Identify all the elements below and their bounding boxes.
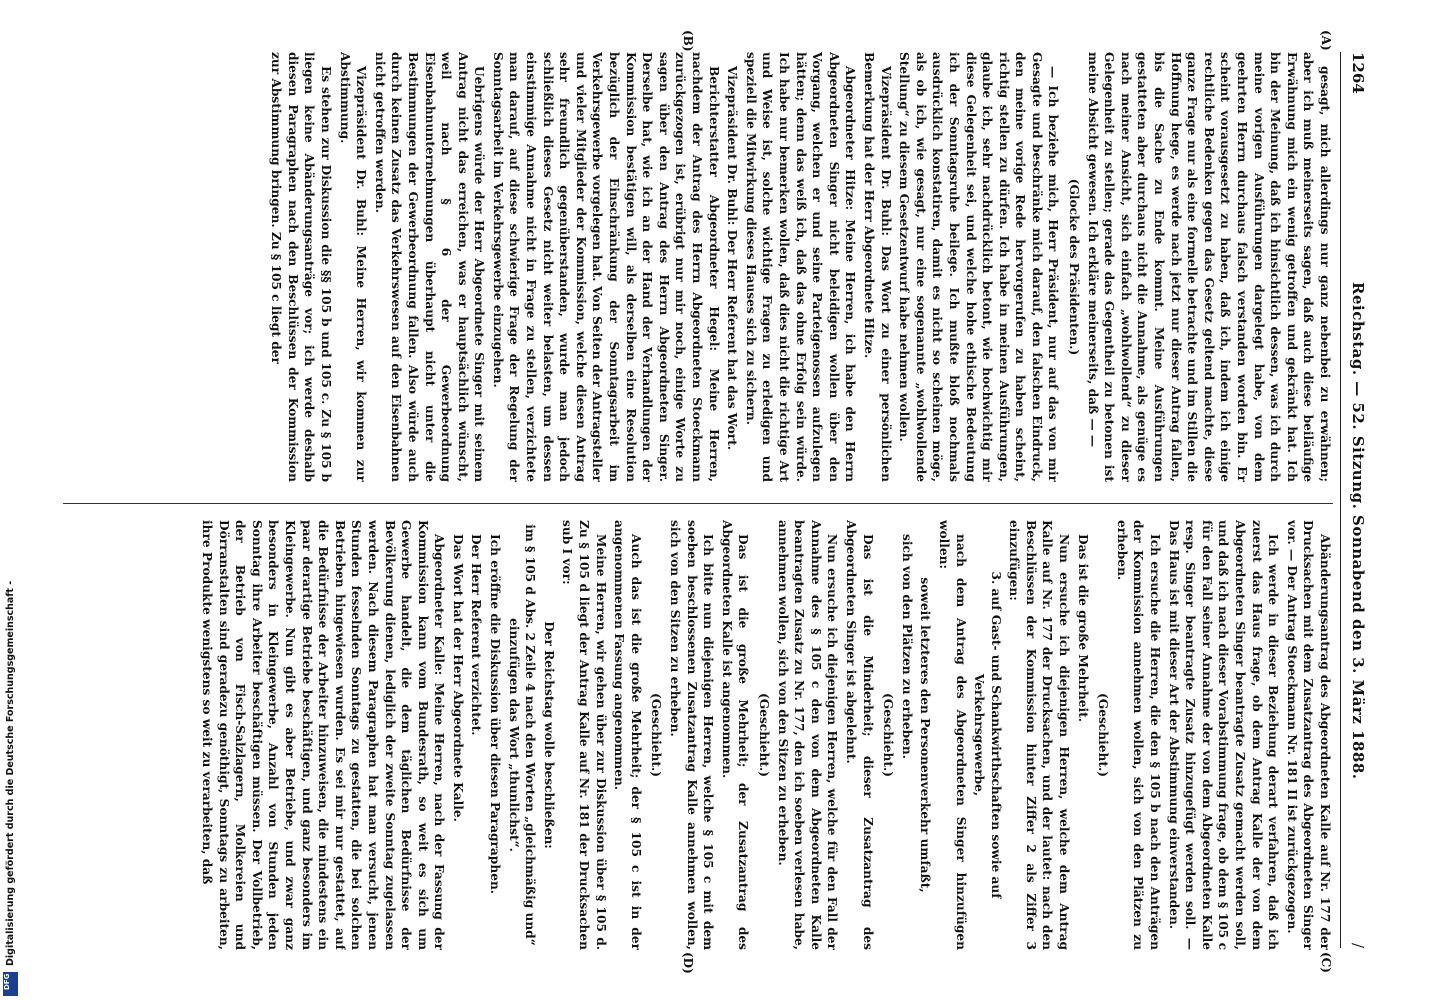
running-title: Reichstag. — 52. Sitzung. Sonnabend den 3. März 1888. [1349,282,1367,780]
paragraph: Vizepräsident Dr. Buhl: Das Wort zu einer persönlichen Bemerkung hat der Herr Abgeordnete Hitze. [861,52,893,482]
margin-marker-a: (A) [1319,30,1333,51]
paragraph: Ich eröffne die Diskussion über diesen Paragraphen. [488,534,503,895]
column-divider [63,503,1333,504]
left-column [53,52,1333,482]
margin-marker-d: (D) [681,952,695,974]
paragraph: sich von den Plätzen zu erheben. [899,534,914,760]
dfg-logo-label: DFG [3,973,11,990]
paragraph: Abgeordneter Hitze: Meine Herren, ich habe den Herrn Abgeordneten Singer nicht beleidigen wollen über den Vorgang, welchen er und seine Parteigenossen aufzulegen hätten; denn das weiß ich, daß das ohne Erfolg sein würde. Ich habe nur bemerken wollen, daß dies nicht die richtige Art und Weise ist, solche wichtige Fragen zu erledigen und speziell die Mitwirkung dieses Hauses sich zu sichern. [743,52,858,482]
paragraph: Das ist die große Mehrheit; der Zusatzantrag des Abgeordneten Kalle ist angenommen. [719,520,751,950]
page-number: 1264 [1349,52,1367,94]
paragraph: Der Herr Referent verzichtet. [469,534,484,736]
paragraph: Ich bitte nun diejenigen Herren, welche § 105 c mit dem soeben beschlossenen Zusatzantrag Kalle annehmen wollen, sich von den Sitzen zu erheben. [668,520,716,950]
quoted-text: 3. auf Gast- und Schankwirthschaften sowie auf Verkehrsgewerbe, [972,571,1003,899]
quoted-text: soweit letzteres den Personenverkehr umfaßt, [918,577,933,893]
paragraph: Vizepräsident Dr. Buhl: Der Herr Referent hat das Wort. [725,66,740,451]
right-column [53,520,1333,950]
paragraph: Ich ersuche die Herren, die den § 105 b nach den Anträgen der Kommission annehmen wollen, sich von den Plätzen zu erheben. [1114,520,1163,950]
paragraph: — Ich beziehe mich, Herr Präsident, nur auf das von mir Gesagte und beschränke mich darauf, den falschen Eindruck, den meine vorige Rede hervorgerufen zu haben scheint, richtig stellen zu dürfen. Ich habe in meinen Ausführungen, glaube ich, sehr nachdrücklich betont, wie hochwichtig mir diese Gelegenheit sei, und welche hohe ethische Bedeutung ich der Sonntagsruhe beilege. Ich mußte bloß nochmals ausdrücklich konstatiren, damit es nicht so scheinen möge, als ob ich, wie gesagt, nur eine sogenannte „wohlwollende Stellung“ zu diesem Gesetzentwurf habe nehmen wollen. [897,52,1061,482]
paragraph: Uebrigens würde der Herr Abgeordnete Singer mit seinem Antrag nicht das erreichen, was er hauptsächlich wünscht, weil nach § 6 der Gewerbeordnung Eisenbahnunternehmungen überhaupt nicht unter die Bestimmungen der Gewerbeordnung fallen. Also würde auch durch keinen Zusatz das Verkehrswesen auf den Eisenbahnen nicht getroffen werden. [372,52,487,482]
paragraph: Auch das ist die große Mehrheit; der § 105 c ist in der angenommenen Fassung angenommen. [612,520,643,950]
paragraph: Nun ersuche ich diejenigen Herren, welche für den Fall der Annahme des § 105 c den von dem Abgeordneten Kalle beantragten Zusatz zu Nr. 177, den ich soeben verlesen habe, annehmen wollen, sich von den Sitzen zu erheben. [775,520,840,950]
digitization-credit [4,580,18,998]
paragraph: Das Wort hat der Herr Abgeordnete Kalle. [450,534,465,822]
paragraph: Abänderungsantrag des Abgeordneten Kalle auf Nr. 177 der Drucksachen mit dem Zusatzantrag des Abgeordneten Singer vor. — Der Antrag Stoeckmann Nr. 181 II ist zurückgezogen. [1284,520,1332,950]
paragraph: Ich werde in dieser Beziehung derart verfahren, daß ich zuerst das Haus frage, ob dem Antrag Kalle der von dem Abgeordneten Singer beantragte Zusatz gemacht werden soll, und daß ich nach dieser Vorabstimmung frage, ob dem § 105 c für den Fall seiner Annahme der von dem Abgeordneten Kalle resp. Singer beantragte Zusatz hinzugefügt werden soll. — Das Haus ist mit dieser Art der Abstimmung einverstanden. [1166,520,1281,950]
paragraph: Vizepräsident Dr. Buhl: Meine Herren, wir kommen zur Abstimmung. [337,52,369,482]
credit-text: Digitalisierung gefördert durch die Deutsche Forschungsgemeinschaft - [5,580,16,966]
stage-direction: (Geschieht.) [881,693,896,777]
stage-direction: (Geschieht.) [1096,693,1111,777]
paragraph: Das ist die Minderheit; dieser Zusatzantrag des Abgeordneten Singer ist abgelehnt. [843,520,875,950]
margin-marker-b: (B) [681,30,695,52]
quoted-text: im § 105 d Abs. 2 Zeile 4 nach den Worten „gleichmäßig und“ einzufügen das Wort „thunlichst“. [506,524,538,946]
header-slash: / [1349,942,1367,948]
paragraph: nach dem Antrag des Abgeordneten Singer hinzufügen wollen: [936,520,968,950]
paragraph: Es stehen zur Diskussion die §§ 105 b und 105 c. Zu § 105 b liegen keine Abänderungsanträge vor; ich werde deshalb diesen Paragraphen nach den Beschlüssen der Kommission zur Abstimmung bringen. Zu § 105 c liegt der [269,52,333,482]
quoted-text: Der Reichstag wolle beschließen: [541,621,556,849]
paragraph: Das ist die große Mehrheit. [1075,534,1090,723]
stage-direction: (Geschieht.) [649,693,664,777]
paragraph: Nun ersuche ich diejenigen Herren, welche dem Antrag Kalle auf Nr. 177 der Drucksachen, und der lautet: nach den Beschlüssen der Kommission hinter Ziffer 2 als Ziffer 3 einzufügen: [1007,520,1072,950]
paragraph: Abgeordneter Kalle: Meine Herren, nach der Fassung der Kommission kann vom Bundesrath, so weit es sich um Gewerbe handelt, die dem täglichen Bedürfnisse der Bevölkerung dienen, lediglich der zweite Sonntag zugelassen werden. Nach diesem Paragraphen hat man versucht, jenen Stunden fesselnden Sonntags zu gestatten, die bei solchen Betrieben hingewiesen wurden. Es sei mir nur gestattet, auf die Bedürfnisse der Arbeiter hinzuweisen, die mindestens ein paar derartige Betriebe beschäftigen, und ganz besonders im Kleingewerbe. Nun gibt es aber Betriebe, und zwar ganz besonders in Kleingewerbe, Anzahl von Stunden jeden Sonntag ihre Arbeiter beschäftigen müssen. Der Vollbetrieb, der Betrieb von Fisch-Salzlagern, Molkereien und Dörranstalten sind geradezu genöthigt, Sonntags zu arbeiten, ihre Produkte wenigstens so weit zu verarbeiten, daß [200,520,447,950]
header-rule [1340,52,1341,948]
stage-direction: (Glocke des Präsidenten.) [1067,178,1082,356]
stage-direction: (Geschieht.) [757,693,771,777]
page-header [1343,52,1367,948]
paragraph: Berichterstatter Abgeordneter Hegel: Meine Herren, nachdem der Antrag des Herrn Abgeordneten Stoeckmann zurückgezogen ist, erübrigt nur mir noch, einige Worte zu sagen über den Antrag des Herrn Abgeordneten Singer. Derselbe hat, wie ich an der Hand der Verhandlungen der Kommission bestätigen will, als derselben eine Resolution bezüglich der Einschränkung der Sonntagsarbeit im Verkehrsgewerbe vorgelegen hat. Von Seiten der Antragsteller und vieler Mitglieder der Kommission, welche diesen Antrag sehr freundlich gegenüberstanden, wurde man jedoch schließlich dieses Gesetz nicht weiter belasten, um dessen einstimmige Annahme nicht in Frage zu stellen, verzichtete man darauf, auf diese schwierige Frage der Regelung der Sonntagsarbeit im Verkehrsgewerbe einzugehen. [490,52,721,482]
dfg-logo[interactable] [3,972,18,996]
paragraph: Meine Herren, wir gehen über zur Diskussion über § 105 d. Zu § 105 d liegt der Antrag Kalle auf Nr. 181 der Drucksachen sub I vor: [560,520,608,950]
margin-marker-c: (C) [1319,952,1333,973]
paragraph: gesagt, mich allerdings nur ganz nebenbei zu erwähnen; aber ich muß meinerseits sagen, daß auch diese beiläufige Erwähnung mich ein wenig getroffen und gekränkt hat. Ich bin der Meinung, daß ich hinsichtlich dessen, was ich durch meine vorigen Ausführungen dargelegt habe, von dem geehrten Herrn durchaus falsch verstanden worden bin. Er scheint vorausgesetzt zu haben, daß ich, indem ich einige rechtliche Bedenken gegen das Gesetz geltend machte, diese ganze Frage nur als eine formelle betrachte und im Stillen die Hoffnung hege, es werde nach jetzt nur dieser Antrag fallen, bis die Sache zu Ende kommt. Meine Ausführungen gestatteten aber durchaus nicht die Annahme, als genüge es nach meiner Ansicht, sich einfach „wohlwollend“ zu dieser Gelegenheit zu stellen; gerade das Gegentheil zu betonen ist meine Absicht gewesen. Ich erkläre meinerseits, daß — — [1085,52,1332,482]
